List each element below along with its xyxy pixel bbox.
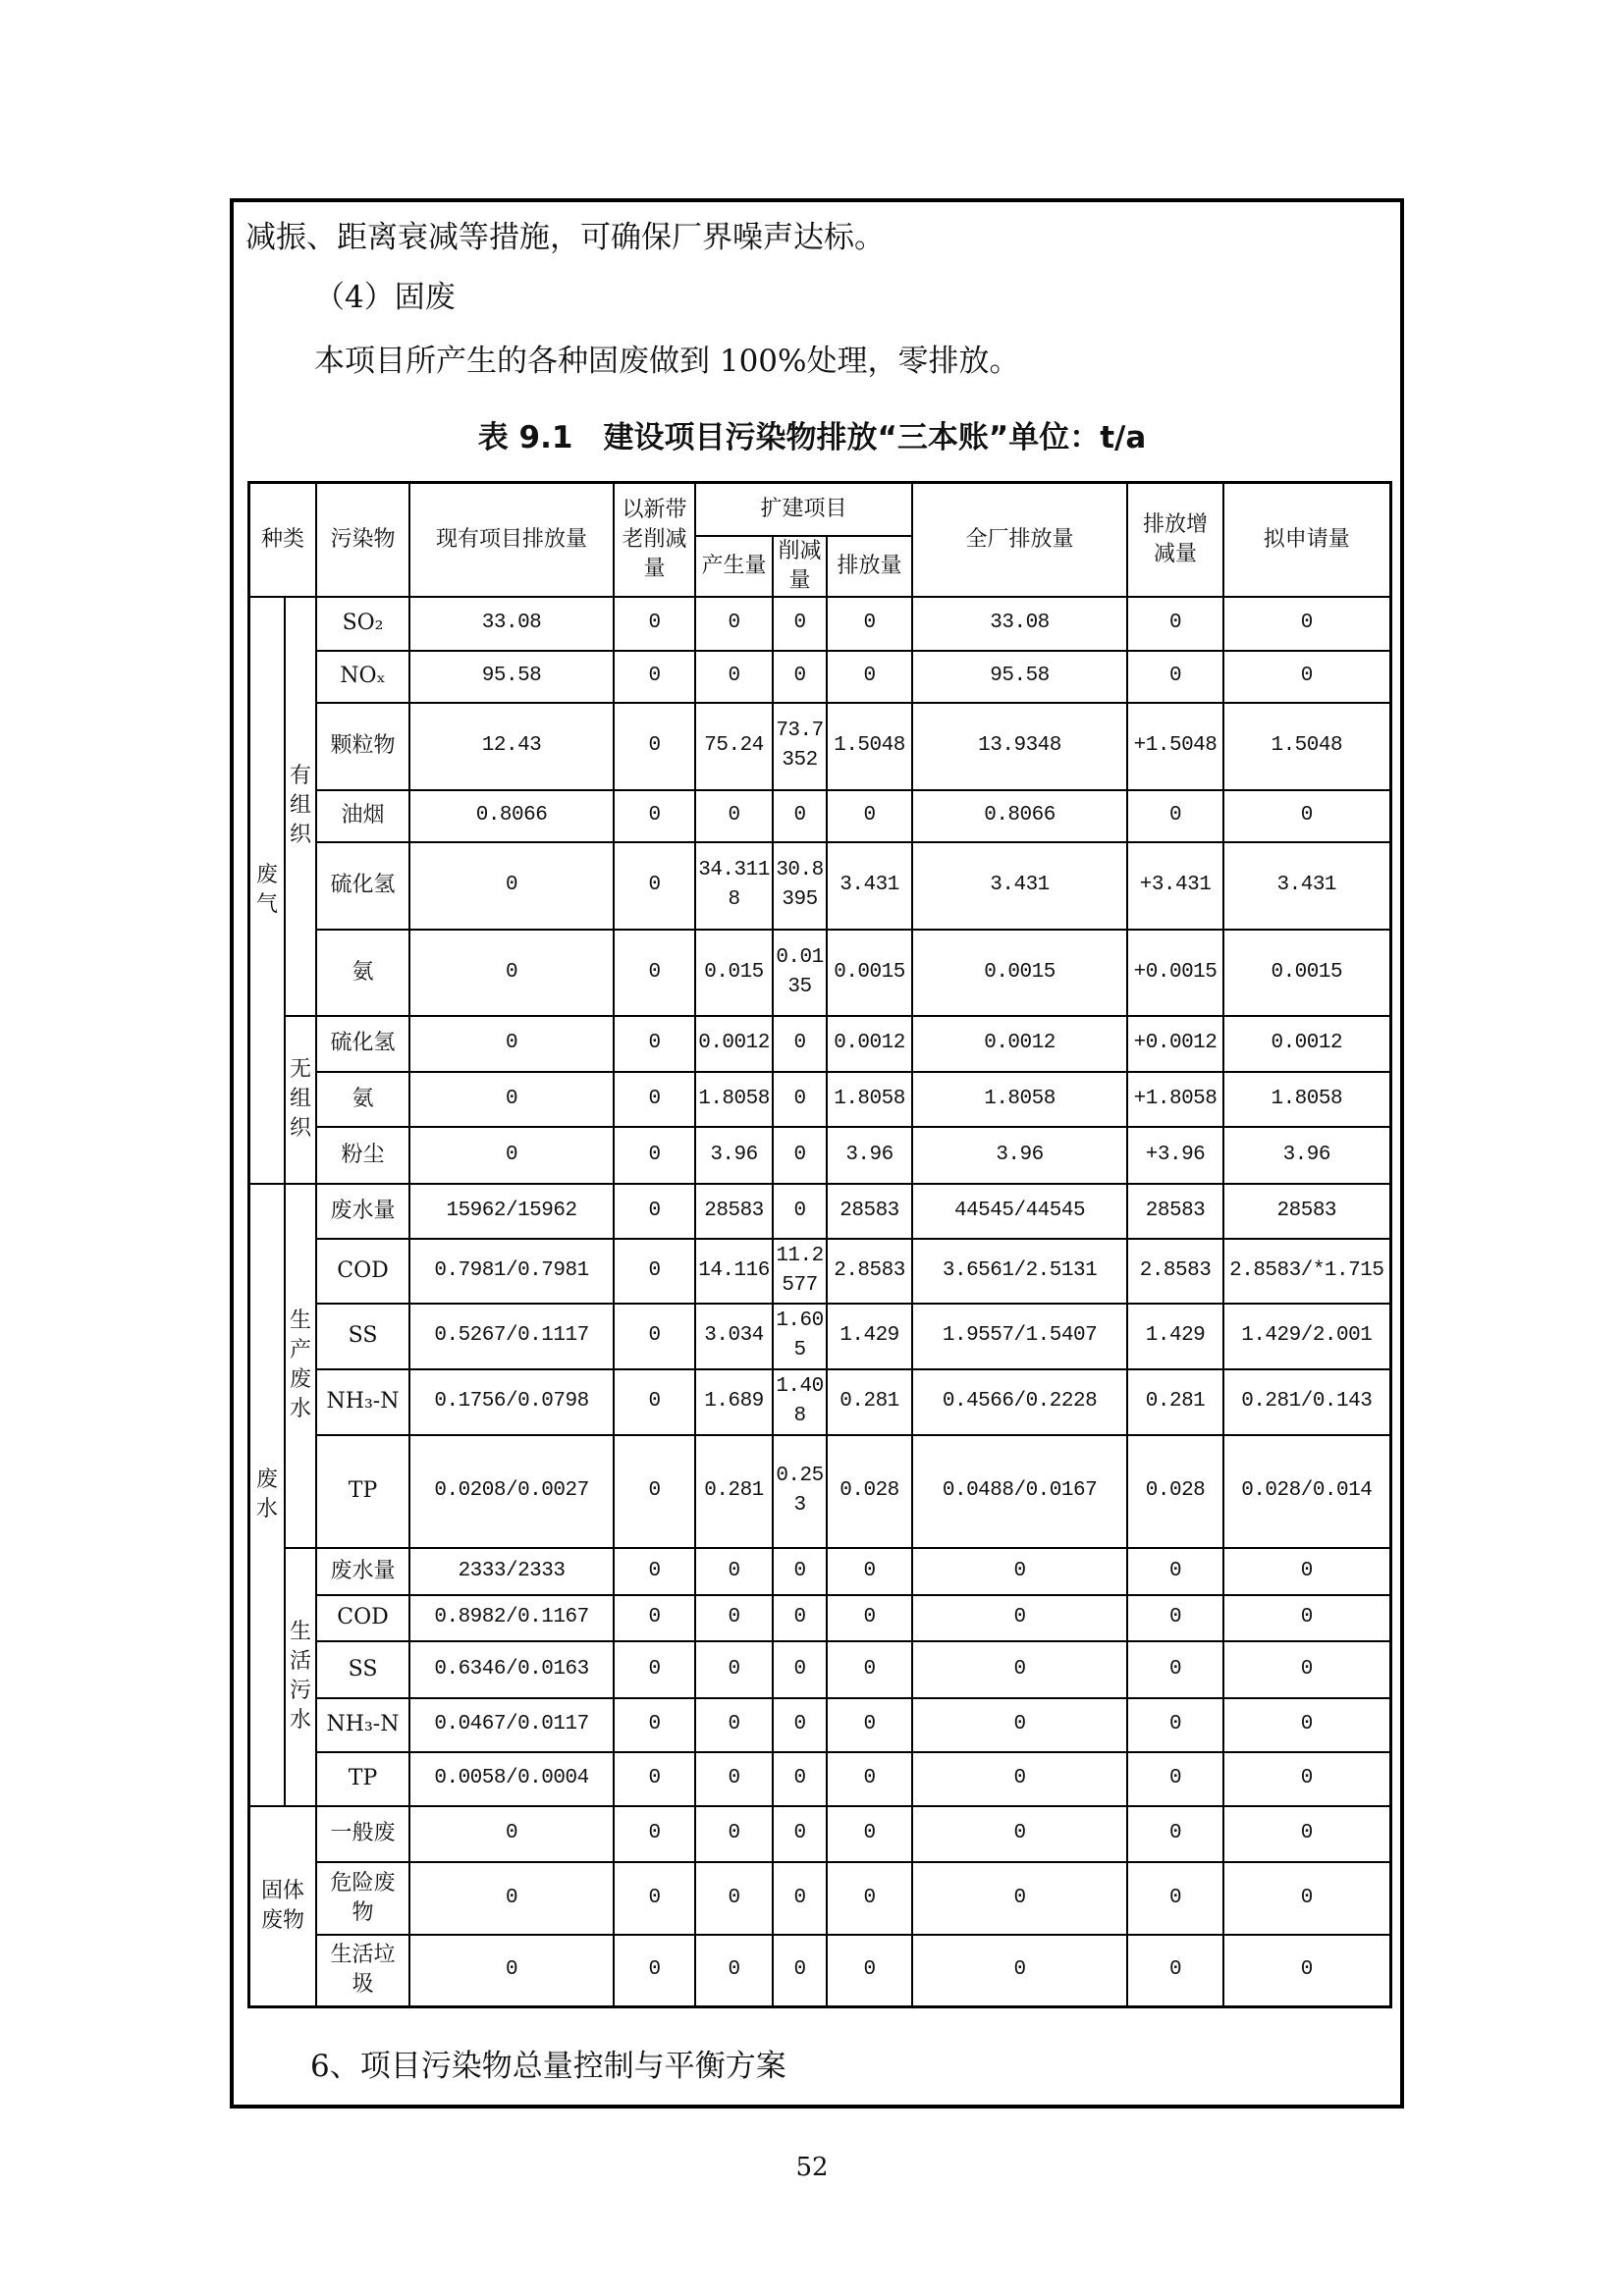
cell-change: +0.0015 xyxy=(1127,930,1223,1016)
cell-existing: 0.6346/0.0163 xyxy=(409,1641,614,1698)
pollutant-name: 油烟 xyxy=(316,790,409,842)
cell-discharged: 0 xyxy=(827,1935,912,2007)
table-row xyxy=(249,1184,1391,1239)
cell-change: 0 xyxy=(1127,1752,1223,1806)
cell-total: 0 xyxy=(912,1806,1127,1862)
cell-existing: 0.0208/0.0027 xyxy=(409,1435,614,1548)
cell-produced: 0 xyxy=(695,651,773,703)
cell-existing: 33.08 xyxy=(409,597,614,651)
cell-existing: 0 xyxy=(409,1072,614,1127)
subgroup-label: 生产废水 xyxy=(285,1184,316,1548)
cell-replace: 0 xyxy=(614,1595,695,1641)
pollutant-name: COD xyxy=(316,1239,409,1304)
cell-total: 13.9348 xyxy=(912,703,1127,790)
cell-apply: 0.0012 xyxy=(1223,1016,1390,1072)
header-replace-old: 以新带老削减量 xyxy=(614,483,695,597)
pollutant-name: 废水量 xyxy=(316,1548,409,1595)
cell-change: 1.429 xyxy=(1127,1304,1223,1369)
cell-produced: 0 xyxy=(695,1752,773,1806)
cell-apply: 1.8058 xyxy=(1223,1072,1390,1127)
table-row xyxy=(249,1072,1391,1127)
pollutant-name: SO₂ xyxy=(316,597,409,651)
page-number: 52 xyxy=(795,2153,829,2182)
cell-change: 0.281 xyxy=(1127,1369,1223,1435)
cell-apply: 0.281/0.143 xyxy=(1223,1369,1390,1435)
cell-existing: 2333/2333 xyxy=(409,1548,614,1595)
cell-replace: 0 xyxy=(614,1239,695,1304)
cell-change: +1.5048 xyxy=(1127,703,1223,790)
cell-discharged: 3.431 xyxy=(827,842,912,930)
cell-existing: 0 xyxy=(409,1935,614,2007)
cell-existing: 0.0058/0.0004 xyxy=(409,1752,614,1806)
cell-existing: 15962/15962 xyxy=(409,1184,614,1239)
table-row xyxy=(249,1239,1391,1304)
cell-apply: 0 xyxy=(1223,1641,1390,1698)
cell-produced: 28583 xyxy=(695,1184,773,1239)
cell-change: 0 xyxy=(1127,1806,1223,1862)
cell-apply: 0 xyxy=(1223,651,1390,703)
group-label: 废气 xyxy=(249,597,286,1184)
header-discharged: 排放量 xyxy=(827,536,912,597)
cell-discharged: 0 xyxy=(827,790,912,842)
table-row xyxy=(249,1304,1391,1369)
pollutant-name: COD xyxy=(316,1595,409,1641)
table-row xyxy=(249,597,1391,651)
header-plant-total: 全厂排放量 xyxy=(912,483,1127,597)
cell-existing: 0 xyxy=(409,930,614,1016)
table-row xyxy=(249,651,1391,703)
cell-produced: 0 xyxy=(695,1806,773,1862)
cell-change: 2.8583 xyxy=(1127,1239,1223,1304)
cell-produced: 0 xyxy=(695,1641,773,1698)
cell-total: 0 xyxy=(912,1752,1127,1806)
pollutant-name: NH₃-N xyxy=(316,1369,409,1435)
cell-apply: 28583 xyxy=(1223,1184,1390,1239)
cell-apply: 3.431 xyxy=(1223,842,1390,930)
cell-total: 3.96 xyxy=(912,1127,1127,1184)
subgroup-label: 有组织 xyxy=(285,597,316,1016)
cell-change: +1.8058 xyxy=(1127,1072,1223,1127)
cell-reduced: 30.8395 xyxy=(773,842,827,930)
pollutant-name: 一般废 xyxy=(316,1806,409,1862)
cell-total: 0 xyxy=(912,1862,1127,1935)
cell-reduced: 0 xyxy=(773,1752,827,1806)
cell-reduced: 0 xyxy=(773,597,827,651)
subgroup-label: 无组织 xyxy=(285,1016,316,1184)
cell-total: 0 xyxy=(912,1548,1127,1595)
pollutant-name: 硫化氢 xyxy=(316,1016,409,1072)
cell-change: 0 xyxy=(1127,1862,1223,1935)
cell-apply: 0 xyxy=(1223,1935,1390,2007)
cell-replace: 0 xyxy=(614,651,695,703)
cell-reduced: 0 xyxy=(773,1935,827,2007)
group-label: 固体废物 xyxy=(249,1806,317,2007)
pollutant-name: SS xyxy=(316,1641,409,1698)
cell-produced: 0.015 xyxy=(695,930,773,1016)
table-row xyxy=(249,1016,1391,1072)
cell-existing: 0.8982/0.1167 xyxy=(409,1595,614,1641)
cell-total: 3.431 xyxy=(912,842,1127,930)
pollutant-ledger-table xyxy=(247,481,1392,2008)
cell-discharged: 1.8058 xyxy=(827,1072,912,1127)
table-caption: 表 9.1 建设项目污染物排放“三本账”单位：t/a xyxy=(477,420,1147,455)
cell-existing: 0 xyxy=(409,1862,614,1935)
cell-produced: 0 xyxy=(695,1862,773,1935)
cell-existing: 12.43 xyxy=(409,703,614,790)
cell-total: 95.58 xyxy=(912,651,1127,703)
cell-existing: 0.7981/0.7981 xyxy=(409,1239,614,1304)
table-row xyxy=(249,1435,1391,1548)
cell-discharged: 0 xyxy=(827,1548,912,1595)
cell-change: 0 xyxy=(1127,790,1223,842)
cell-total: 0 xyxy=(912,1641,1127,1698)
pollutant-name: NOₓ xyxy=(316,651,409,703)
cell-reduced: 0 xyxy=(773,1698,827,1752)
cell-produced: 3.034 xyxy=(695,1304,773,1369)
header-pollutant: 污染物 xyxy=(316,483,409,597)
cell-produced: 3.96 xyxy=(695,1127,773,1184)
header-expansion: 扩建项目 xyxy=(695,483,912,536)
section-heading-solid-waste: （4）固废 xyxy=(314,280,456,315)
cell-apply: 0 xyxy=(1223,1595,1390,1641)
table-row xyxy=(249,930,1391,1016)
cell-existing: 0 xyxy=(409,1016,614,1072)
cell-replace: 0 xyxy=(614,1016,695,1072)
cell-discharged: 0 xyxy=(827,597,912,651)
cell-reduced: 0 xyxy=(773,1806,827,1862)
cell-reduced: 0 xyxy=(773,1072,827,1127)
cell-produced: 34.3118 xyxy=(695,842,773,930)
cell-replace: 0 xyxy=(614,597,695,651)
cell-produced: 14.116 xyxy=(695,1239,773,1304)
cell-reduced: 0 xyxy=(773,1184,827,1239)
cell-reduced: 1.605 xyxy=(773,1304,827,1369)
table-row xyxy=(249,703,1391,790)
cell-existing: 0.5267/0.1117 xyxy=(409,1304,614,1369)
cell-discharged: 0 xyxy=(827,1698,912,1752)
cell-replace: 0 xyxy=(614,1752,695,1806)
header-row-1 xyxy=(249,483,1391,536)
cell-existing: 0.1756/0.0798 xyxy=(409,1369,614,1435)
pollutant-name: SS xyxy=(316,1304,409,1369)
cell-total: 0.8066 xyxy=(912,790,1127,842)
cell-produced: 0 xyxy=(695,790,773,842)
header-apply: 拟申请量 xyxy=(1223,483,1390,597)
cell-total: 0 xyxy=(912,1935,1127,2007)
cell-reduced: 0 xyxy=(773,1548,827,1595)
cell-produced: 0 xyxy=(695,1935,773,2007)
cell-replace: 0 xyxy=(614,842,695,930)
cell-existing: 0 xyxy=(409,1127,614,1184)
header-produced: 产生量 xyxy=(695,536,773,597)
cell-discharged: 0 xyxy=(827,1862,912,1935)
header-existing: 现有项目排放量 xyxy=(409,483,614,597)
cell-apply: 1.429/2.001 xyxy=(1223,1304,1390,1369)
cell-replace: 0 xyxy=(614,790,695,842)
section-heading-total-control: 6、项目污染物总量控制与平衡方案 xyxy=(310,2049,786,2084)
cell-total: 0 xyxy=(912,1698,1127,1752)
cell-produced: 0 xyxy=(695,1698,773,1752)
cell-replace: 0 xyxy=(614,1304,695,1369)
cell-produced: 75.24 xyxy=(695,703,773,790)
pollutant-name: TP xyxy=(316,1752,409,1806)
table-row xyxy=(249,1641,1391,1698)
table-row xyxy=(249,1806,1391,1862)
header-change: 排放增减量 xyxy=(1127,483,1223,597)
cell-total: 0.0488/0.0167 xyxy=(912,1435,1127,1548)
cell-reduced: 0.0135 xyxy=(773,930,827,1016)
cell-reduced: 0 xyxy=(773,1127,827,1184)
cell-replace: 0 xyxy=(614,1698,695,1752)
cell-total: 0 xyxy=(912,1595,1127,1641)
cell-total: 33.08 xyxy=(912,597,1127,651)
cell-total: 1.8058 xyxy=(912,1072,1127,1127)
cell-change: 0 xyxy=(1127,1548,1223,1595)
pollutant-name: 粉尘 xyxy=(316,1127,409,1184)
cell-change: 0 xyxy=(1127,597,1223,651)
cell-replace: 0 xyxy=(614,930,695,1016)
cell-discharged: 0.028 xyxy=(827,1435,912,1548)
cell-replace: 0 xyxy=(614,1184,695,1239)
pollutant-name: 硫化氢 xyxy=(316,842,409,930)
table-row xyxy=(249,790,1391,842)
cell-existing: 0.0467/0.0117 xyxy=(409,1698,614,1752)
cell-discharged: 28583 xyxy=(827,1184,912,1239)
pollutant-name: NH₃-N xyxy=(316,1698,409,1752)
cell-apply: 0 xyxy=(1223,1862,1390,1935)
table-row xyxy=(249,1752,1391,1806)
table-row xyxy=(249,842,1391,930)
cell-produced: 0 xyxy=(695,597,773,651)
cell-produced: 0.281 xyxy=(695,1435,773,1548)
cell-replace: 0 xyxy=(614,1641,695,1698)
cell-total: 0.0012 xyxy=(912,1016,1127,1072)
cell-discharged: 1.429 xyxy=(827,1304,912,1369)
table-row xyxy=(249,1127,1391,1184)
table-row xyxy=(249,1935,1391,2007)
cell-produced: 1.689 xyxy=(695,1369,773,1435)
cell-change: +3.96 xyxy=(1127,1127,1223,1184)
table-row xyxy=(249,1862,1391,1935)
cell-apply: 1.5048 xyxy=(1223,703,1390,790)
group-label: 废水 xyxy=(249,1184,286,1806)
cell-discharged: 3.96 xyxy=(827,1127,912,1184)
cell-change: 0 xyxy=(1127,1935,1223,2007)
cell-discharged: 0 xyxy=(827,1806,912,1862)
cell-discharged: 2.8583 xyxy=(827,1239,912,1304)
table-row xyxy=(249,1595,1391,1641)
cell-replace: 0 xyxy=(614,1935,695,2007)
cell-apply: 0 xyxy=(1223,790,1390,842)
cell-replace: 0 xyxy=(614,1806,695,1862)
cell-apply: 0.028/0.014 xyxy=(1223,1435,1390,1548)
cell-apply: 0 xyxy=(1223,1806,1390,1862)
cell-apply: 0 xyxy=(1223,597,1390,651)
cell-reduced: 11.2577 xyxy=(773,1239,827,1304)
cell-apply: 2.8583/*1.715 xyxy=(1223,1239,1390,1304)
cell-replace: 0 xyxy=(614,1548,695,1595)
cell-reduced: 0 xyxy=(773,1595,827,1641)
pollutant-name: 危险废物 xyxy=(316,1862,409,1935)
cell-replace: 0 xyxy=(614,1127,695,1184)
cell-discharged: 0 xyxy=(827,651,912,703)
cell-reduced: 0 xyxy=(773,790,827,842)
pollutant-name: 氨 xyxy=(316,1072,409,1127)
table-row xyxy=(249,1369,1391,1435)
cell-change: 0 xyxy=(1127,1641,1223,1698)
cell-replace: 0 xyxy=(614,1862,695,1935)
cell-replace: 0 xyxy=(614,703,695,790)
cell-apply: 0 xyxy=(1223,1698,1390,1752)
cell-change: 0 xyxy=(1127,1595,1223,1641)
cell-replace: 0 xyxy=(614,1435,695,1548)
cell-apply: 0 xyxy=(1223,1548,1390,1595)
cell-discharged: 0.281 xyxy=(827,1369,912,1435)
pollutant-name: TP xyxy=(316,1435,409,1548)
cell-discharged: 0 xyxy=(827,1595,912,1641)
header-reduced: 削减量 xyxy=(773,536,827,597)
cell-existing: 0 xyxy=(409,1806,614,1862)
cell-total: 0.4566/0.2228 xyxy=(912,1369,1127,1435)
cell-change: 0.028 xyxy=(1127,1435,1223,1548)
cell-produced: 0 xyxy=(695,1595,773,1641)
cell-total: 44545/44545 xyxy=(912,1184,1127,1239)
cell-reduced: 1.408 xyxy=(773,1369,827,1435)
cell-reduced: 0 xyxy=(773,1016,827,1072)
cell-replace: 0 xyxy=(614,1369,695,1435)
cell-existing: 0.8066 xyxy=(409,790,614,842)
cell-discharged: 0 xyxy=(827,1641,912,1698)
paragraph-solid-waste: 本项目所产生的各种固废做到 100%处理，零排放。 xyxy=(314,344,1020,379)
cell-discharged: 0.0012 xyxy=(827,1016,912,1072)
cell-discharged: 0 xyxy=(827,1752,912,1806)
cell-change: 28583 xyxy=(1127,1184,1223,1239)
subgroup-label: 生活污水 xyxy=(285,1548,316,1806)
cell-change: +3.431 xyxy=(1127,842,1223,930)
cell-produced: 0.0012 xyxy=(695,1016,773,1072)
pollutant-name: 生活垃圾 xyxy=(316,1935,409,2007)
cell-change: +0.0012 xyxy=(1127,1016,1223,1072)
cell-reduced: 73.7352 xyxy=(773,703,827,790)
cell-total: 1.9557/1.5407 xyxy=(912,1304,1127,1369)
cell-discharged: 1.5048 xyxy=(827,703,912,790)
cell-reduced: 0.253 xyxy=(773,1435,827,1548)
cell-reduced: 0 xyxy=(773,1641,827,1698)
table-row xyxy=(249,1548,1391,1595)
cell-produced: 0 xyxy=(695,1548,773,1595)
cell-reduced: 0 xyxy=(773,651,827,703)
table-row xyxy=(249,1698,1391,1752)
cell-existing: 0 xyxy=(409,842,614,930)
cell-produced: 1.8058 xyxy=(695,1072,773,1127)
cell-existing: 95.58 xyxy=(409,651,614,703)
cell-replace: 0 xyxy=(614,1072,695,1127)
cell-total: 3.6561/2.5131 xyxy=(912,1239,1127,1304)
header-category: 种类 xyxy=(249,483,317,597)
pollutant-name: 颗粒物 xyxy=(316,703,409,790)
cell-apply: 0 xyxy=(1223,1752,1390,1806)
cell-reduced: 0 xyxy=(773,1862,827,1935)
pollutant-name: 氨 xyxy=(316,930,409,1016)
paragraph-noise-conclusion: 减振、距离衰减等措施，可确保厂界噪声达标。 xyxy=(245,220,885,255)
cell-change: 0 xyxy=(1127,651,1223,703)
cell-change: 0 xyxy=(1127,1698,1223,1752)
pollutant-name: 废水量 xyxy=(316,1184,409,1239)
cell-discharged: 0.0015 xyxy=(827,930,912,1016)
cell-apply: 0.0015 xyxy=(1223,930,1390,1016)
cell-apply: 3.96 xyxy=(1223,1127,1390,1184)
cell-total: 0.0015 xyxy=(912,930,1127,1016)
